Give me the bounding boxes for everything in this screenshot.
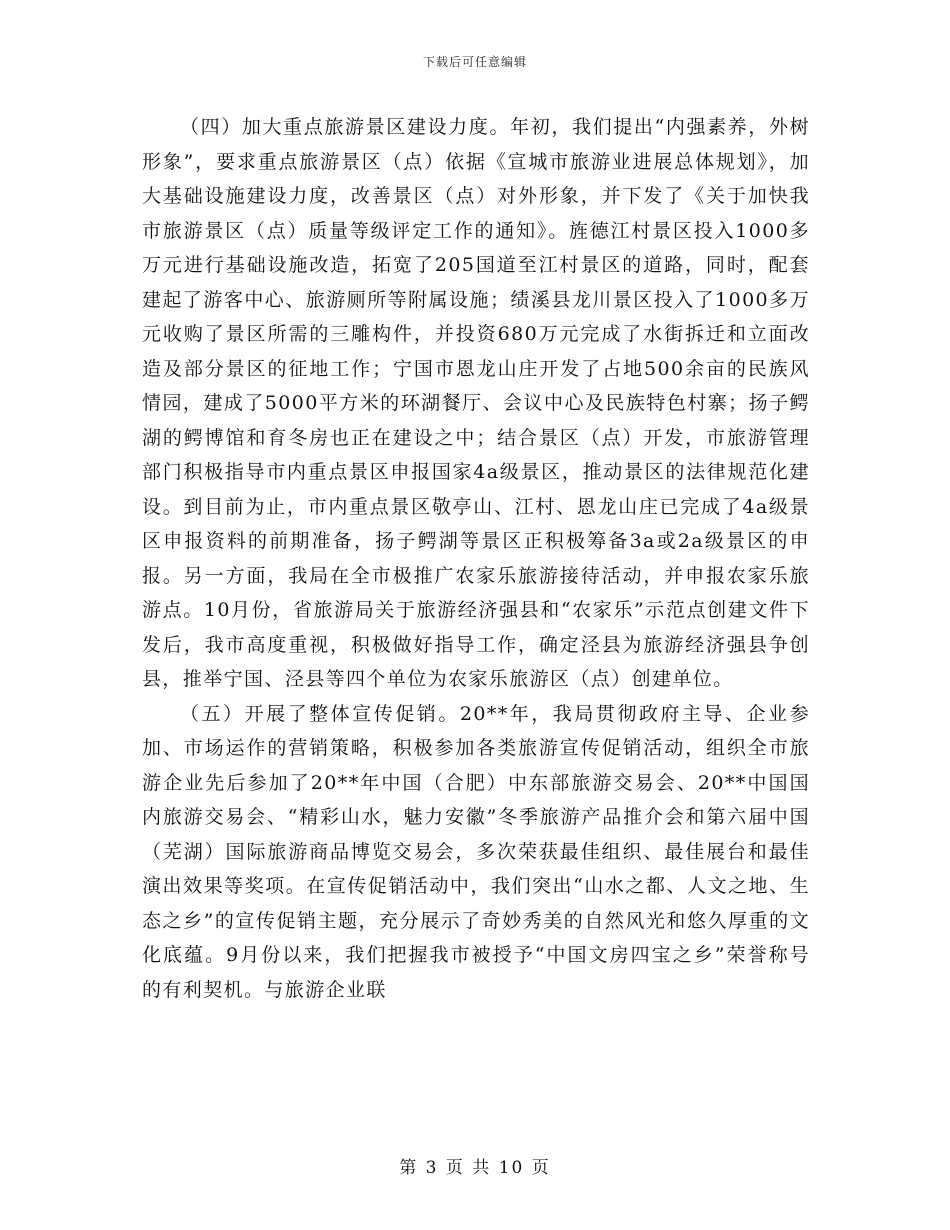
paragraph-scenic-area-construction: （四）加大重点旅游景区建设力度。年初，我们提出“内强素养，外树形象”，要求重点旅游景区（点）依据《宣城市旅游业进展总体规划》，加大基础设施建设力度，改善景区（点）对外形象，并下发了《关于加快我市旅游景区（点）质量等级评定工作的通知》。旌德江村景区投入1000多万元进行基础设施改造，拓宽了205国道至江村景区的道路，同时，配套建起了游客中心、旅游厕所等附属设施；绩溪县龙川景区投入了1000多万元收购了景区所需的三雕构件，并投资680万元完成了水街拆迁和立面改造及部分景区的征地工作；宁国市恩龙山庄开发了占地500余亩的民族风情园，建成了5000平方米的环湖餐厅、会议中心及民族特色村寨；扬子鳄湖的鳄博馆和育冬房也正在建设之中；结合景区（点）开发，市旅游管理部门积极指导市内重点景区申报国家4a级景区，推动景区的法律规范化建设。到目前为止，市内重点景区敬亭山、江村、恩龙山庄已完成了4a级景区申报资料的前期准备，扬子鳄湖等景区正积极筹备3a或2a级景区的申报。另一方面，我局在全市极推广农家乐旅游接待活动，并申报农家乐旅游点。10月份，省旅游局关于旅游经济强县和“农家乐”示范点创建文件下发后，我市高度重视，积极做好指导工作，确定泾县为旅游经济强县争创县，推举宁国、泾县等四个单位为农家乐旅游区（点）创建单位。 [142, 116, 810, 690]
page-number: 第 3 页 共 10 页 [399, 1158, 551, 1178]
document-body [142, 110, 810, 1007]
paragraph-promotion: （五）开展了整体宣传促销。20**年，我局贯彻政府主导、企业参加、市场运作的营销策略，积极参加各类旅游宣传促销活动，组织全市旅游企业先后参加了20**年中国（合肥）中东部旅游交易会、20**中国国内旅游交易会、“精彩山水，魅力安徽”冬季旅游产品推介会和第六届中国（芜湖）国际旅游商品博览交易会，多次荣获最佳组织、最佳展台和最佳演出效果等奖项。在宣传促销活动中，我们突出“山水之都、人文之地、生态之乡”的宣传促销主题，充分展示了奇妙秀美的自然风光和悠久厚重的文化底蕴。9月份以来，我们把握我市被授予“中国文房四宝之乡”荣誉称号的有利契机。与旅游企业联 [142, 702, 810, 1001]
page-header: 下载后可任意编辑 [422, 55, 527, 69]
